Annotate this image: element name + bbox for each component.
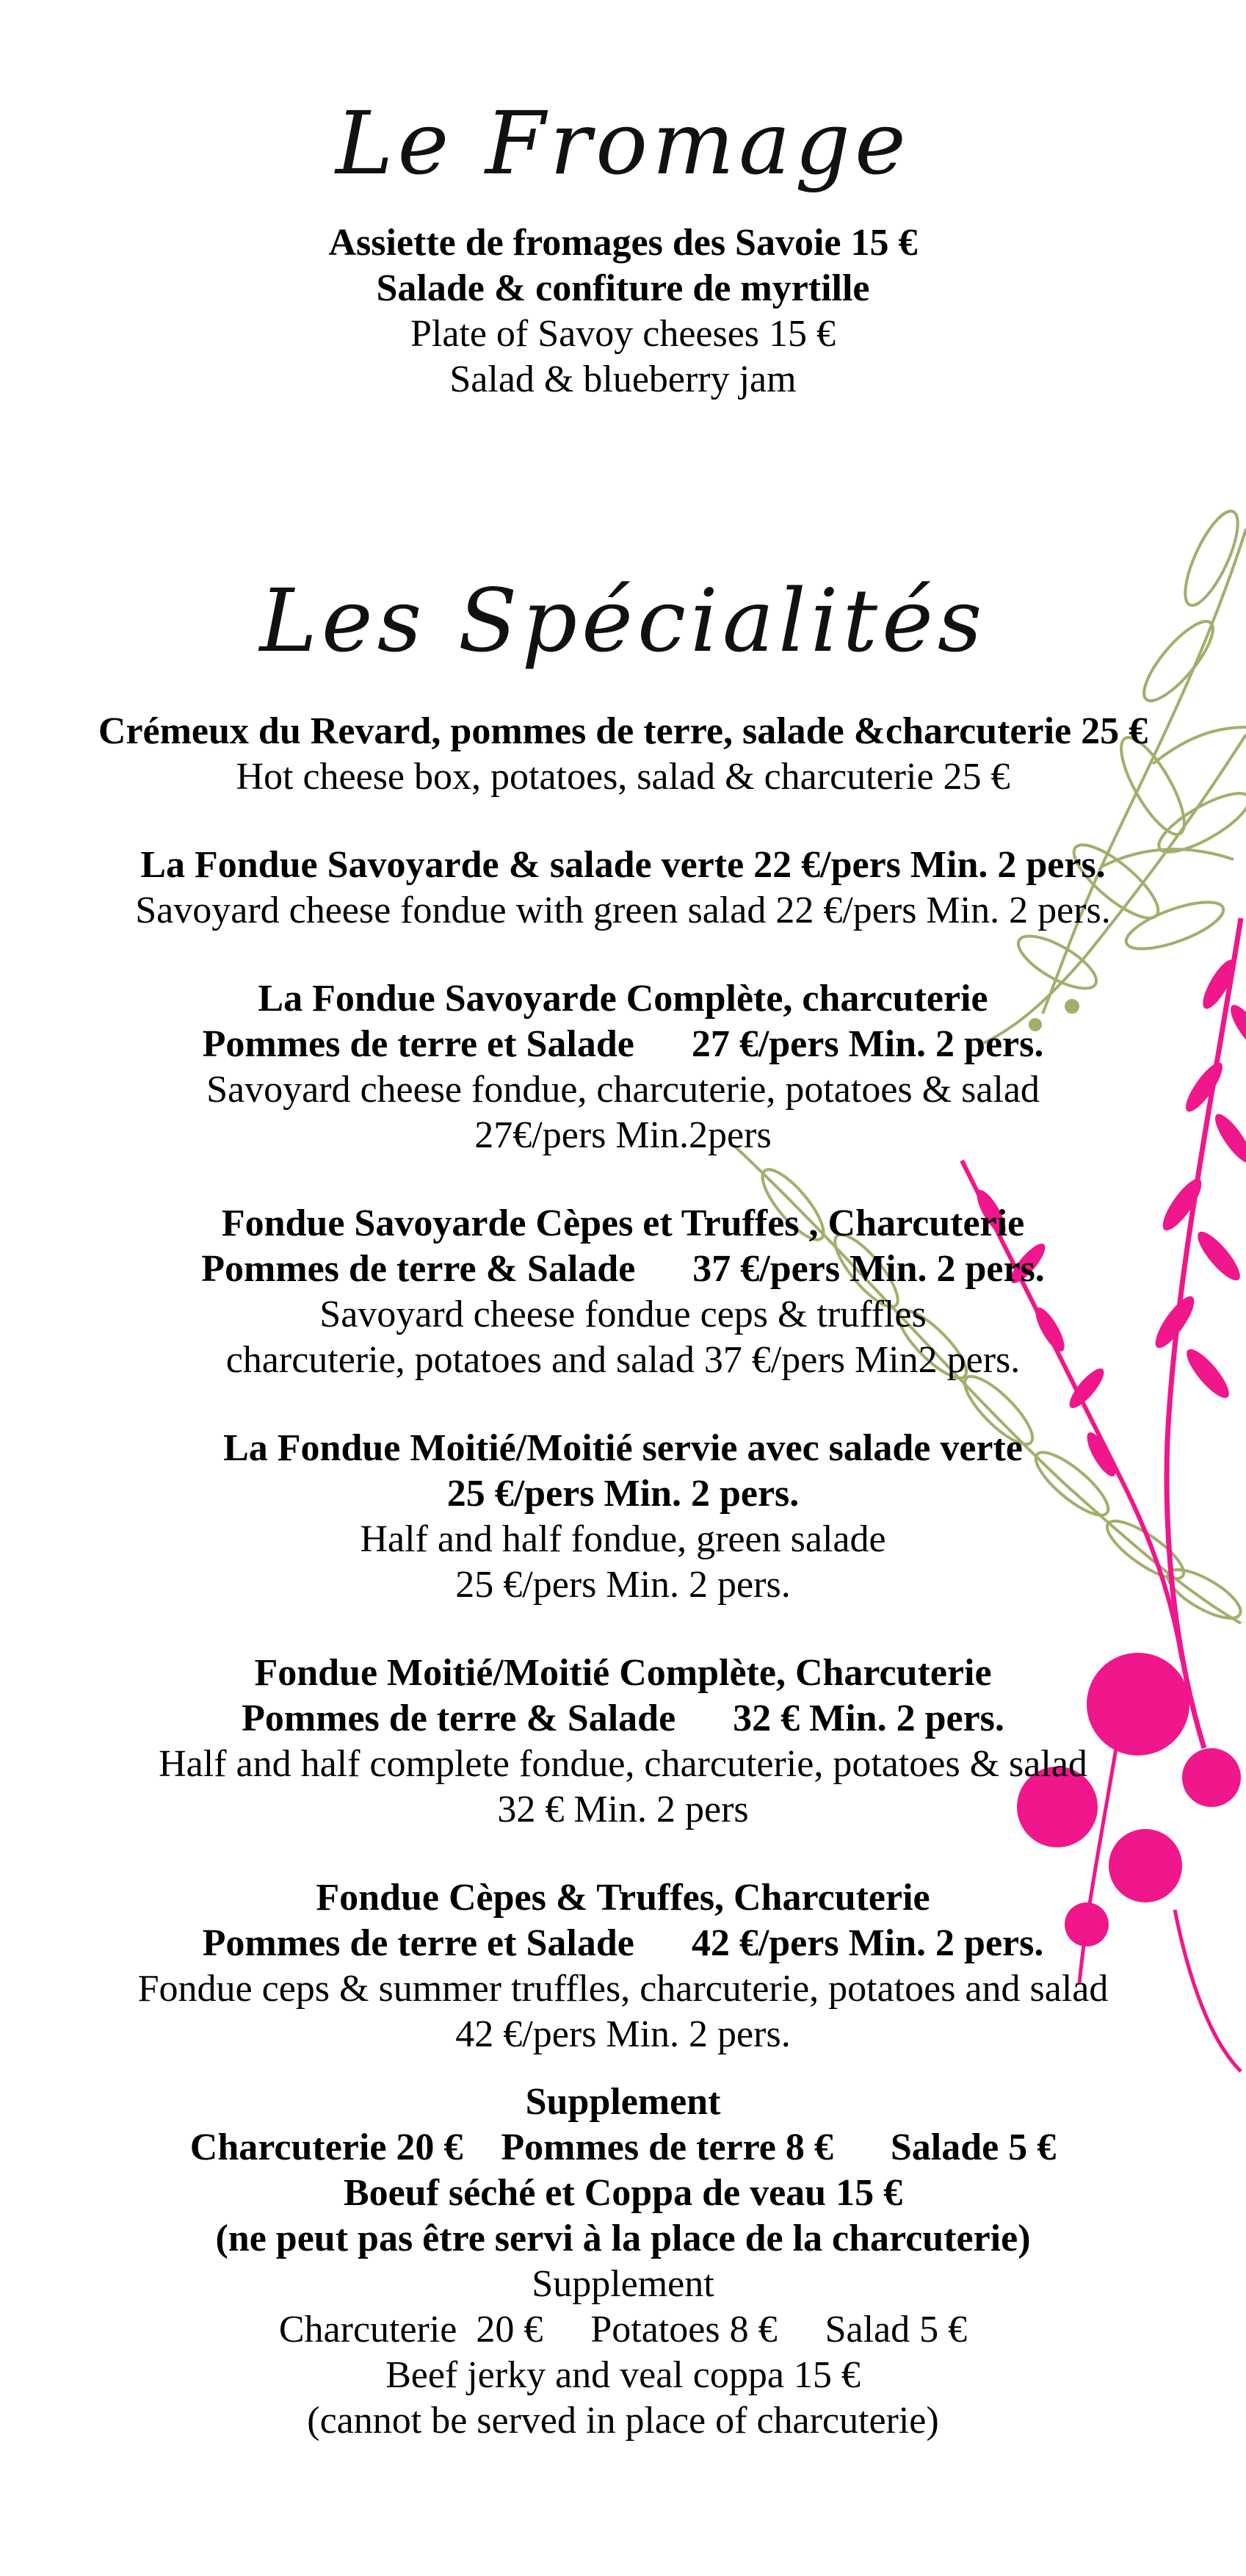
item-fr-line: La Fondue Savoyarde & salade verte 22 €/pers Min. 2 pers. [140,844,1106,886]
item-en-line: Hot cheese box, potatoes, salad & charcuterie 25 € [236,756,1010,798]
item-en-line: 25 €/pers Min. 2 pers. [455,1564,791,1606]
fromage-section [0,220,1246,403]
menu-item [0,1426,1246,1608]
item-en-line: Half and half fondue, green salade [360,1518,886,1560]
menu-item [0,976,1246,1158]
item-fr-line: La Fondue Savoyarde Complète, charcuterie [258,978,988,1020]
specialites-section [0,709,1246,2444]
item-fr-line: Fondue Savoyarde Cèpes et Truffes , Charcuterie [221,1202,1025,1244]
item-en-line: Savoyard cheese fondue, charcuterie, potatoes & salad [206,1069,1040,1111]
fromage-line: Salade & confiture de myrtille [376,267,870,309]
supplement-en-line: Beef jerky and veal coppa 15 € [385,2354,861,2396]
item-fr-line: La Fondue Moitié/Moitié servie avec salade verte [223,1427,1023,1469]
item-fr-line: Crémeux du Revard, pommes de terre, salade &charcuterie 25 € [98,710,1148,752]
fromage-line: Salad & blueberry jam [449,358,797,400]
item-en-line: 32 € Min. 2 pers [497,1789,749,1830]
item-fr-line: Fondue Cèpes & Truffes, Charcuterie [316,1877,930,1919]
item-fr-line: Pommes de terre et Salade 42 €/pers Min. 2 pers. [202,1922,1044,1964]
menu-item [0,1875,1246,2057]
fromage-heading: Le Fromage [336,93,910,194]
item-fr-line: Fondue Moitié/Moitié Complète, Charcuterie [254,1652,992,1694]
item-fr-line: Pommes de terre et Salade 27 €/pers Min. 2 pers. [202,1023,1044,1065]
supplement-fr-line: Boeuf séché et Coppa de veau 15 € [343,2172,903,2214]
supplement-fr-line: Supplement [525,2081,721,2123]
menu-item [0,709,1246,800]
menu-item [0,1201,1246,1383]
item-en-line: Half and half complete fondue, charcuterie, potatoes & salad [159,1743,1087,1785]
supplement-en-line: Supplement [532,2263,714,2305]
menu-item [0,1650,1246,1833]
item-fr-line: Pommes de terre & Salade 32 € Min. 2 pers. [242,1698,1004,1739]
specialites-heading: Les Spécialités [259,570,987,671]
supplement-block [0,2079,1246,2444]
supplement-fr-line: Charcuterie 20 € Pommes de terre 8 € Salade 5 € [189,2126,1057,2168]
supplement-en-line: Charcuterie 20 € Potatoes 8 € Salad 5 € [278,2309,968,2350]
item-fr-line: 25 €/pers Min. 2 pers. [446,1473,800,1515]
item-fr-line: Pommes de terre & Salade 37 €/pers Min. 2 pers. [201,1248,1045,1290]
item-en-line: charcuterie, potatoes and salad 37 €/pers Min2 pers. [225,1339,1021,1381]
supplement-en-line: (cannot be served in place of charcuterie) [307,2400,939,2442]
item-en-line: Savoyard cheese fondue with green salad 22 €/pers Min. 2 pers. [135,890,1111,931]
item-en-line: Fondue ceps & summer truffles, charcuterie, potatoes and salad [137,1968,1109,2010]
menu-item [0,843,1246,934]
item-en-line: 27€/pers Min.2pers [474,1114,772,1156]
fromage-line: Assiette de fromages des Savoie 15 € [328,222,918,264]
supplement-fr-line: (ne peut pas être servi à la place de la charcuterie) [215,2218,1031,2259]
item-en-line: Savoyard cheese fondue ceps & truffles [319,1294,927,1335]
item-en-line: 42 €/pers Min. 2 pers. [455,2013,791,2055]
fromage-line: Plate of Savoy cheeses 15 € [410,313,836,355]
